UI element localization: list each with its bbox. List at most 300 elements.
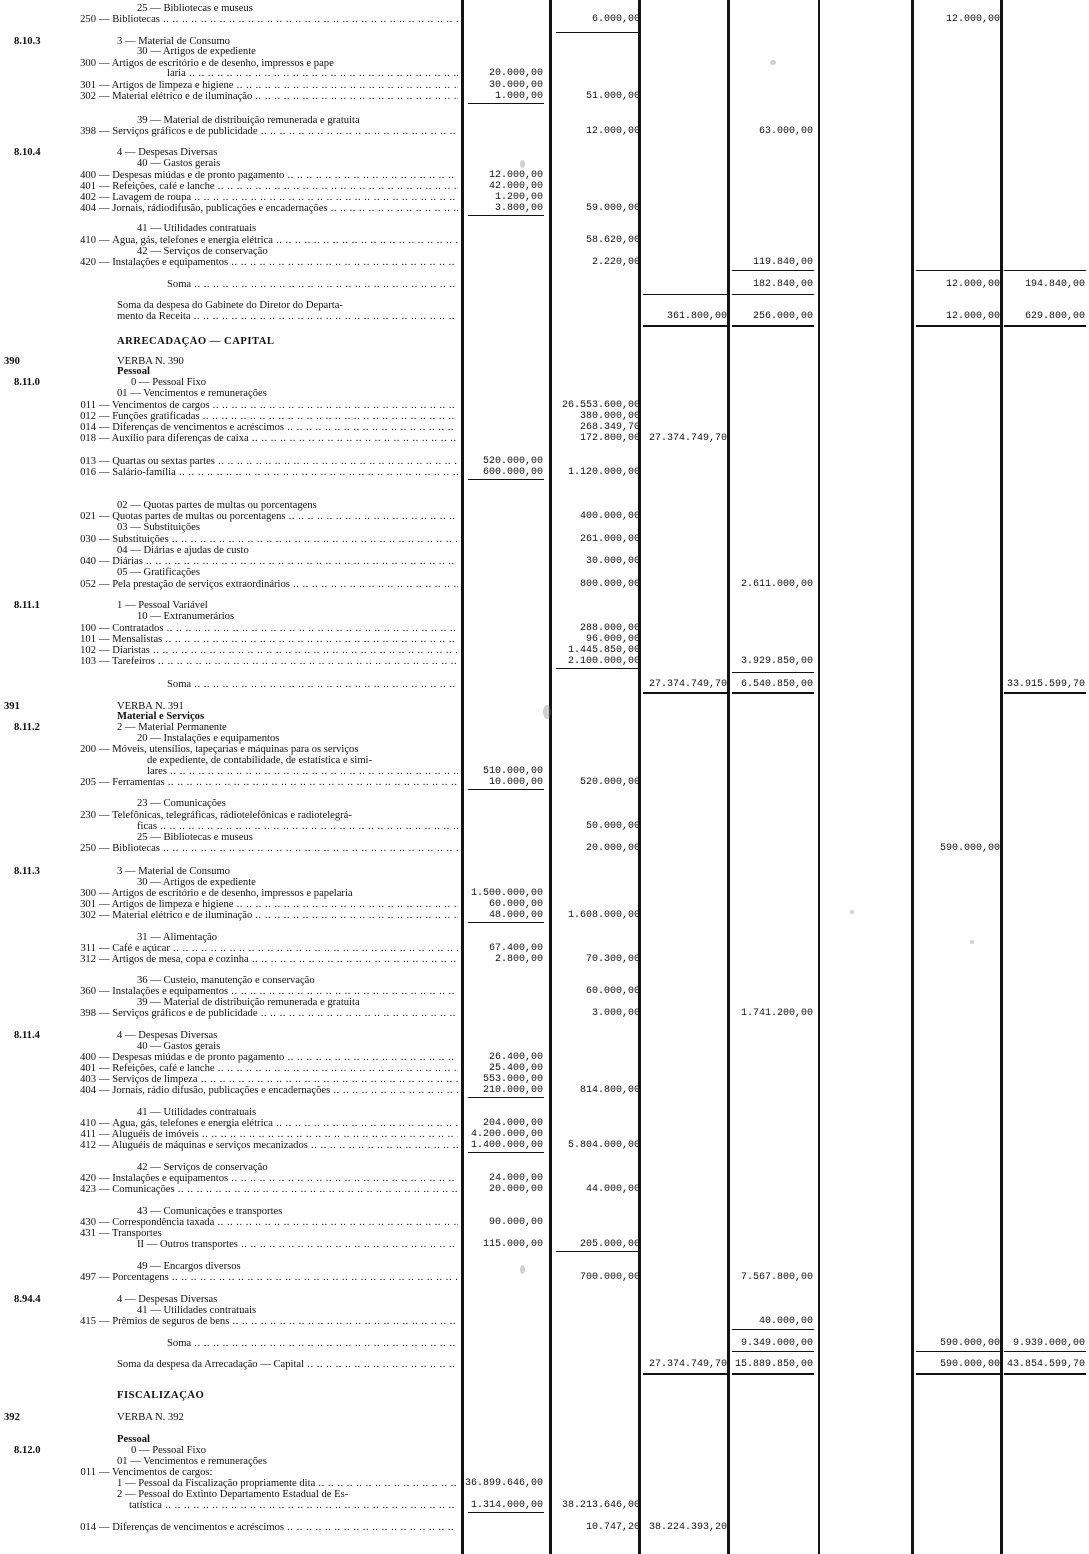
item-code: 412: [80, 1140, 96, 1151]
item-description: Soma .. ..: [167, 679, 458, 690]
item-description: VERBA N. 392: [117, 1412, 184, 1423]
amount-c2: 700.000,00: [579, 1272, 640, 1283]
item-description: — Artigos de limpeza e higiene .. ..: [99, 899, 458, 910]
item-description: — Refeições, café e lanche .. ..: [99, 1063, 458, 1074]
item-description: 02 — Quotas partes de multas ou porcentagens: [117, 500, 317, 511]
item-code: 312: [80, 954, 96, 965]
scan-speck: [850, 910, 854, 914]
subtotal-rule: [916, 1351, 1000, 1352]
item-code: 410: [80, 1118, 96, 1129]
section-code: 8.11.0: [14, 377, 40, 388]
scan-speck: [970, 940, 974, 944]
item-code: 102: [80, 645, 96, 656]
subtotal-rule: [556, 668, 640, 669]
amount-c1: 36.899.646,00: [465, 1478, 544, 1489]
item-description: 39 — Material de distribuição remunerada e gratuita: [137, 997, 360, 1008]
scan-speck: [520, 160, 525, 168]
amount-c4: 1.741.200,00: [740, 1008, 813, 1019]
amount-c4: 2.611.000,00: [740, 579, 813, 590]
amount-c2: 1.445.850,00: [567, 645, 640, 656]
amount-c2: 400.000,00: [579, 511, 640, 522]
amount-c5: 590.000,00: [939, 843, 1000, 854]
section-code: 8.12.0: [14, 1445, 41, 1456]
item-description: — Aluguéis de imóveis .. ..: [99, 1129, 458, 1140]
item-description: 30 — Artigos de expediente: [137, 46, 256, 57]
item-code: 302: [80, 910, 96, 921]
amount-c2: 44.000,00: [585, 1184, 640, 1195]
item-description: — Instalações e equipamentos .. ..: [99, 1173, 458, 1184]
total-rule: [643, 692, 727, 694]
section-code: 390: [4, 356, 20, 367]
amount-c2: 1.608.000,00: [567, 910, 640, 921]
item-description: — Ferramentas .. ..: [99, 777, 458, 788]
item-code: 103: [80, 656, 96, 667]
section-heading: FISCALIZAÇÃO: [117, 1390, 205, 1401]
amount-c2: 814.800,00: [579, 1085, 640, 1096]
item-code: 415: [80, 1316, 96, 1327]
scan-speck: [543, 705, 551, 719]
amount-c1: 48.000,00: [488, 910, 543, 921]
amount-c5: 590.000,00: [939, 1338, 1000, 1349]
item-description: laria .. ..: [167, 68, 458, 79]
total-rule: [643, 325, 727, 327]
amount-c2: 520.000,00: [579, 777, 640, 788]
amount-c1: 90.000,00: [488, 1217, 543, 1228]
amount-c1: 1.314.000,00: [470, 1500, 543, 1511]
amount-c2: 70.300,00: [585, 954, 640, 965]
item-description: de expediente, de contabilidade, de estatística e simi-: [147, 755, 373, 766]
item-description: Material e Serviços: [117, 711, 205, 722]
item-description: 4 — Despesas Diversas: [117, 1030, 218, 1041]
amount-c3: 27.374.749,70: [648, 679, 727, 690]
item-description: 10 — Extranumerários: [137, 611, 235, 622]
amount-c3: 361.800,00: [666, 311, 727, 322]
item-description: — Móveis, utensílios, tapeçarias e máquinas para os serviços: [99, 744, 359, 755]
item-description: — Telefônicas, telegráficas, rádiotelefônicas e radiotelegrá-: [99, 810, 352, 821]
item-description: Pessoal: [117, 366, 150, 377]
item-description: Soma .. ..: [167, 279, 458, 290]
item-code: 100: [80, 623, 96, 634]
item-description: — Quotas partes de multas ou porcentagens .. ..: [99, 511, 458, 522]
amount-c2: 3.000,00: [591, 1008, 640, 1019]
amount-c1: 20.000,00: [488, 1184, 543, 1195]
amount-c6: 194.840,00: [1024, 279, 1085, 290]
amount-c6: 43.854.599,70: [1006, 1359, 1085, 1370]
item-code: 021: [80, 511, 96, 522]
item-description: 39 — Material de distribuição remunerada e gratuita: [137, 115, 360, 126]
amount-c1: 1.500.000,00: [470, 888, 543, 899]
item-description: 25 — Bibliotecas e museus: [137, 832, 253, 843]
item-code: 360: [80, 986, 96, 997]
amount-c2: 205.000,00: [579, 1239, 640, 1250]
item-description: 1 — Pessoal da Fiscalização propriamente dita .. ..: [117, 1478, 458, 1489]
amount-c1: 600.000,00: [482, 467, 543, 478]
item-code: 014: [80, 422, 96, 433]
item-description: 31 — Alimentação: [137, 932, 218, 943]
subtotal-rule: [732, 1329, 814, 1330]
item-description: 04 — Diárias e ajudas de custo: [117, 545, 249, 556]
subtotal-rule: [732, 294, 814, 295]
item-description: — Tarefeiros .. ..: [99, 656, 458, 667]
item-code: 411: [80, 1129, 96, 1140]
section-code: 8.11.1: [14, 600, 40, 611]
item-description: 20 — Instalações e equipamentos: [137, 733, 280, 744]
amount-c1: 67.400,00: [488, 943, 543, 954]
item-description: Soma da despesa do Gabinete do Diretor do Departa-: [117, 300, 343, 311]
item-description: — Transportes: [99, 1228, 162, 1239]
subtotal-rule: [468, 103, 544, 104]
item-description: 0 — Pessoal Fixo: [131, 377, 207, 388]
total-rule: [916, 325, 1000, 327]
amount-c2: 59.000,00: [585, 203, 640, 214]
item-description: 03 — Substituições: [117, 522, 200, 533]
amount-c2: 26.553.600,00: [561, 400, 640, 411]
item-description: 01 — Vencimentos e remunerações: [117, 388, 267, 399]
item-description: ficas .. ..: [137, 821, 458, 832]
amount-c1: 30.000,00: [488, 80, 543, 91]
item-code: 302: [80, 91, 96, 102]
item-description: 2 — Pessoal do Extinto Departamento Estadual de Es-: [117, 1489, 349, 1500]
item-description: Soma .. ..: [167, 1338, 458, 1349]
item-description: — Aluguéis de máquinas e serviços mecanizados .. ..: [99, 1140, 458, 1151]
item-description: — Pela prestação de serviços extraordinários .. ..: [99, 579, 458, 590]
item-code: 401: [80, 1063, 96, 1074]
total-rule: [1004, 1373, 1086, 1375]
item-description: — Despesas miúdas e de pronto pagamento .. ..: [99, 1052, 458, 1063]
item-description: 4 — Despesas Diversas: [117, 147, 218, 158]
amount-c2: 12.000,00: [585, 126, 640, 137]
amount-c2: 6.000,00: [591, 14, 640, 25]
column-rule: [1000, 0, 1003, 1554]
section-code: 8.10.4: [14, 147, 41, 158]
amount-c1: 204.000,00: [482, 1118, 543, 1129]
item-code: 012: [80, 411, 96, 422]
amount-c3: 27.374.749,70: [648, 433, 727, 444]
amount-c4: 182.840,00: [752, 279, 813, 290]
amount-c2: 50.000,00: [585, 821, 640, 832]
amount-c5: 12.000,00: [945, 311, 1000, 322]
item-description: Pessoal: [117, 1434, 150, 1445]
amount-c2: 10.747,20: [585, 1522, 640, 1533]
subtotal-rule: [468, 479, 544, 480]
subtotal-rule: [468, 1097, 544, 1098]
amount-c6: 33.915.599,70: [1006, 679, 1085, 690]
item-description: — Jornais, rádio difusão, publicações e encadernações .. ..: [99, 1085, 458, 1096]
subtotal-rule: [556, 32, 640, 33]
item-code: 431: [80, 1228, 96, 1239]
subtotal-rule: [732, 1351, 814, 1352]
item-code: 205: [80, 777, 96, 788]
item-code: 250: [80, 14, 96, 25]
section-code: 392: [4, 1412, 20, 1423]
amount-c2: 1.120.000,00: [567, 467, 640, 478]
item-description: — Mensalistas .. ..: [99, 634, 458, 645]
amount-c4: 40.000,00: [758, 1316, 813, 1327]
column-rule: [549, 0, 552, 1554]
amount-c6: 9.939.000,00: [1012, 1338, 1085, 1349]
item-description: 49 — Encargos diversos: [137, 1261, 241, 1272]
total-rule: [1004, 692, 1086, 694]
item-code: 430: [80, 1217, 96, 1228]
scan-speck: [770, 60, 776, 65]
subtotal-rule: [732, 672, 814, 673]
item-description: — Jornais, rádiodifusão, publicações e encadernações .. ..: [99, 203, 458, 214]
subtotal-rule: [1004, 270, 1086, 271]
item-code: 410: [80, 235, 96, 246]
section-code: 8.11.4: [14, 1030, 40, 1041]
item-code: 398: [80, 1008, 96, 1019]
total-rule: [732, 325, 814, 327]
item-description: — Bibliotecas .. ..: [99, 843, 458, 854]
item-description: — Salário-família .. ..: [99, 467, 458, 478]
amount-c1: 1.400.000,00: [470, 1140, 543, 1151]
amount-c5: 12.000,00: [945, 279, 1000, 290]
total-rule: [916, 1373, 1000, 1375]
item-description: 23 — Comunicações: [137, 798, 226, 809]
subtotal-rule: [643, 294, 727, 295]
item-code: 300: [80, 58, 96, 69]
item-description: — Correspondência taxada .. ..: [99, 1217, 458, 1228]
item-code: 497: [80, 1272, 96, 1283]
item-description: — Água, gás, telefones e energia elétrica .. ..: [99, 235, 458, 246]
item-description: — Contratados .. ..: [99, 623, 458, 634]
amount-c1: 12.000,00: [488, 170, 543, 181]
item-description: — Bibliotecas .. ..: [99, 14, 458, 25]
item-description: — Artigos de limpeza e higiene .. ..: [99, 80, 458, 91]
item-code: 052: [80, 579, 96, 590]
amount-c4: 9.349.000,00: [740, 1338, 813, 1349]
item-description: — Artigos de mesa, copa e cozinha .. ..: [99, 954, 458, 965]
item-description: 4 — Despesas Diversas: [117, 1294, 218, 1305]
scan-speck: [520, 1265, 525, 1274]
amount-c1: 553.000,00: [482, 1074, 543, 1085]
subtotal-rule: [1004, 1351, 1086, 1352]
amount-c6: 629.800,00: [1024, 311, 1085, 322]
amount-c5: 12.000,00: [945, 14, 1000, 25]
amount-c2: 800.000,00: [579, 579, 640, 590]
amount-c1: 1.000,00: [494, 91, 543, 102]
subtotal-rule: [916, 270, 1000, 271]
item-description: 30 — Artigos de expediente: [137, 877, 256, 888]
item-description: 01 — Vencimentos e remunerações: [117, 1456, 267, 1467]
item-description: — Prêmios de seguros de bens .. ..: [99, 1316, 458, 1327]
item-code: 230: [80, 810, 96, 821]
item-description: VERBA N. 391: [117, 701, 184, 712]
item-description: — Diaristas .. ..: [99, 645, 458, 656]
amount-c1: 1.200,00: [494, 192, 543, 203]
amount-c1: 25.400,00: [488, 1063, 543, 1074]
subtotal-rule: [468, 922, 544, 923]
amount-c1: 10.000,00: [488, 777, 543, 788]
amount-c1: 115.000,00: [482, 1239, 543, 1250]
item-description: 3 — Material de Consumo: [117, 36, 230, 47]
item-code: 401: [80, 181, 96, 192]
item-description: 43 — Comunicações e transportes: [137, 1206, 283, 1217]
item-code: 400: [80, 170, 96, 181]
item-description: 36 — Custeio, manutenção e conservação: [137, 975, 315, 986]
item-description: — Artigos de escritório e de desenho, impressos e papelaria: [99, 888, 353, 899]
item-description: — Substituições .. ..: [99, 534, 458, 545]
item-description: — Serviços de limpeza .. ..: [99, 1074, 458, 1085]
item-description: 05 — Gratificações: [117, 567, 200, 578]
item-code: 400: [80, 1052, 96, 1063]
amount-c2: 288.000,00: [579, 623, 640, 634]
item-description: 0 — Pessoal Fixo: [131, 1445, 207, 1456]
subtotal-rule: [468, 789, 544, 790]
item-code: 013: [80, 456, 96, 467]
item-description: — Diárias .. ..: [99, 556, 458, 567]
section-code: 391: [4, 701, 20, 712]
amount-c4: 63.000,00: [758, 126, 813, 137]
subtotal-rule: [468, 1512, 544, 1513]
amount-c4: 256.000,00: [752, 311, 813, 322]
amount-c1: 510.000,00: [482, 766, 543, 777]
item-description: — Instalações e equipamentos .. ..: [99, 986, 458, 997]
section-code: 8.94.4: [14, 1294, 41, 1305]
item-description: 41 — Utilidades contratuais: [137, 1107, 257, 1118]
amount-c3: 27.374.749,70: [648, 1359, 727, 1370]
item-description: — Material elétrico e de iluminação .. ..: [99, 91, 458, 102]
item-description: 25 — Bibliotecas e museus: [137, 3, 253, 14]
amount-c1: 520.000,00: [482, 456, 543, 467]
item-description: 1 — Pessoal Variável: [117, 600, 208, 611]
amount-c1: 4.200.000,00: [470, 1129, 543, 1140]
amount-c1: 20.000,00: [488, 68, 543, 79]
item-description: — Lavagem de roupa .. ..: [99, 192, 458, 203]
item-code: 403: [80, 1074, 96, 1085]
item-description: VERBA N. 390: [117, 356, 184, 367]
amount-c1: 26.400,00: [488, 1052, 543, 1063]
item-code: 200: [80, 744, 96, 755]
amount-c3: 38.224.393,20: [648, 1522, 727, 1533]
item-description: — Artigos de escritório e de desenho, impressos e pape: [99, 58, 334, 69]
item-description: lares .. ..: [147, 766, 458, 777]
amount-c2: 58.620,00: [585, 235, 640, 246]
item-description: — Material elétrico e de iluminação .. ..: [99, 910, 458, 921]
item-description: — Instalações e equipamentos .. ..: [99, 257, 458, 268]
subtotal-rule: [468, 215, 544, 216]
amount-c2: 172.800,00: [579, 433, 640, 444]
item-description: — Quartas ou sextas partes .. ..: [99, 456, 458, 467]
total-rule: [643, 1373, 727, 1375]
section-code: 8.10.3: [14, 36, 41, 47]
amount-c1: 2.800,00: [494, 954, 543, 965]
item-description: — Despesas miúdas e de pronto pagamento .. ..: [99, 170, 458, 181]
total-rule: [732, 692, 814, 694]
amount-c4: 7.567.800,00: [740, 1272, 813, 1283]
amount-c1: 3.800,00: [494, 203, 543, 214]
column-rule: [911, 0, 914, 1554]
item-description: — Comunicações .. ..: [99, 1184, 458, 1195]
total-rule: [1004, 325, 1086, 327]
amount-c2: 51.000,00: [585, 91, 640, 102]
amount-c2: 60.000,00: [585, 986, 640, 997]
item-code: 301: [80, 899, 96, 910]
item-description: — Refeições, café e lanche .. ..: [99, 181, 458, 192]
amount-c1: 210.000,00: [482, 1085, 543, 1096]
column-rule: [727, 0, 730, 1554]
amount-c2: 268.349,70: [579, 422, 640, 433]
item-description: Soma da despesa da Arrecadação — Capital .. ..: [117, 1359, 458, 1370]
item-code: 101: [80, 634, 96, 645]
item-code: 016: [80, 467, 96, 478]
section-code: 8.11.2: [14, 722, 40, 733]
amount-c2: 96.000,00: [585, 634, 640, 645]
amount-c1: 42.000,00: [488, 181, 543, 192]
item-code: 423: [80, 1184, 96, 1195]
amount-c1: 24.000,00: [488, 1173, 543, 1184]
item-description: mento da Receita .. ..: [117, 311, 458, 322]
amount-c2: 2.220,00: [591, 257, 640, 268]
item-description: II — Outros transportes .. ..: [137, 1239, 458, 1250]
item-description: 42 — Serviços de conservação: [137, 246, 268, 257]
item-code: 398: [80, 126, 96, 137]
item-code: 402: [80, 192, 96, 203]
column-rule: [818, 0, 820, 1554]
column-rule: [461, 0, 464, 1554]
item-description: 40 — Gastos gerais: [137, 1041, 221, 1052]
item-code: 040: [80, 556, 96, 567]
item-description: — Vencimentos de cargos:: [99, 1467, 213, 1478]
item-description: 3 — Material de Consumo: [117, 866, 230, 877]
amount-c5: 590.000,00: [939, 1359, 1000, 1370]
item-code: 301: [80, 80, 96, 91]
item-description: — Auxílio para diferenças de caixa .. ..: [99, 433, 458, 444]
item-code: 011: [80, 1467, 96, 1478]
amount-c1: 60.000,00: [488, 899, 543, 910]
amount-c2: 261.000,00: [579, 534, 640, 545]
amount-c2: 2.100.000,00: [567, 656, 640, 667]
amount-c2: 20.000,00: [585, 843, 640, 854]
item-description: tatística .. ..: [129, 1500, 458, 1511]
item-code: 420: [80, 257, 96, 268]
item-description: — Serviços gráficos e de publicidade .. ..: [99, 1008, 458, 1019]
section-code: 8.11.3: [14, 866, 40, 877]
item-description: 41 — Utilidades contratuais: [137, 223, 257, 234]
subtotal-rule: [556, 1251, 640, 1252]
item-code: 420: [80, 1173, 96, 1184]
item-code: 011: [80, 400, 96, 411]
item-code: 404: [80, 1085, 96, 1096]
item-description: — Diferenças de vencimentos e acréscimos .. ..: [99, 422, 458, 433]
section-heading: ARRECADAÇÃO — CAPITAL: [117, 336, 275, 347]
item-description: — Serviços gráficos e de publicidade .. ..: [99, 126, 458, 137]
subtotal-rule: [468, 1152, 544, 1153]
item-description: 42 — Serviços de conservação: [137, 1162, 268, 1173]
amount-c4: 3.929.850,00: [740, 656, 813, 667]
item-code: 311: [80, 943, 96, 954]
item-description: — Diferenças de vencimentos e acréscimos .. ..: [99, 1522, 458, 1533]
item-description: 41 — Utilidades contratuais: [137, 1305, 257, 1316]
item-description: 2 — Material Permanente: [117, 722, 227, 733]
amount-c4: 6.540.850,00: [740, 679, 813, 690]
amount-c4: 119.840,00: [752, 257, 813, 268]
item-description: — Porcentagens .. ..: [99, 1272, 458, 1283]
amount-c2: 38.213.646,00: [561, 1500, 640, 1511]
amount-c4: 15.889.850,00: [734, 1359, 813, 1370]
item-description: — Água, gás, telefones e energia elétrica .. ..: [99, 1118, 458, 1129]
item-code: 018: [80, 433, 96, 444]
item-code: 014: [80, 1522, 96, 1533]
item-code: 030: [80, 534, 96, 545]
amount-c2: 380.000,00: [579, 411, 640, 422]
item-description: — Funções gratificadas .. ..: [99, 411, 458, 422]
amount-c2: 30.000,00: [585, 556, 640, 567]
amount-c2: 5.804.000,00: [567, 1140, 640, 1151]
subtotal-rule: [732, 270, 814, 271]
item-description: — Vencimentos de cargos .. ..: [99, 400, 458, 411]
item-code: 404: [80, 203, 96, 214]
